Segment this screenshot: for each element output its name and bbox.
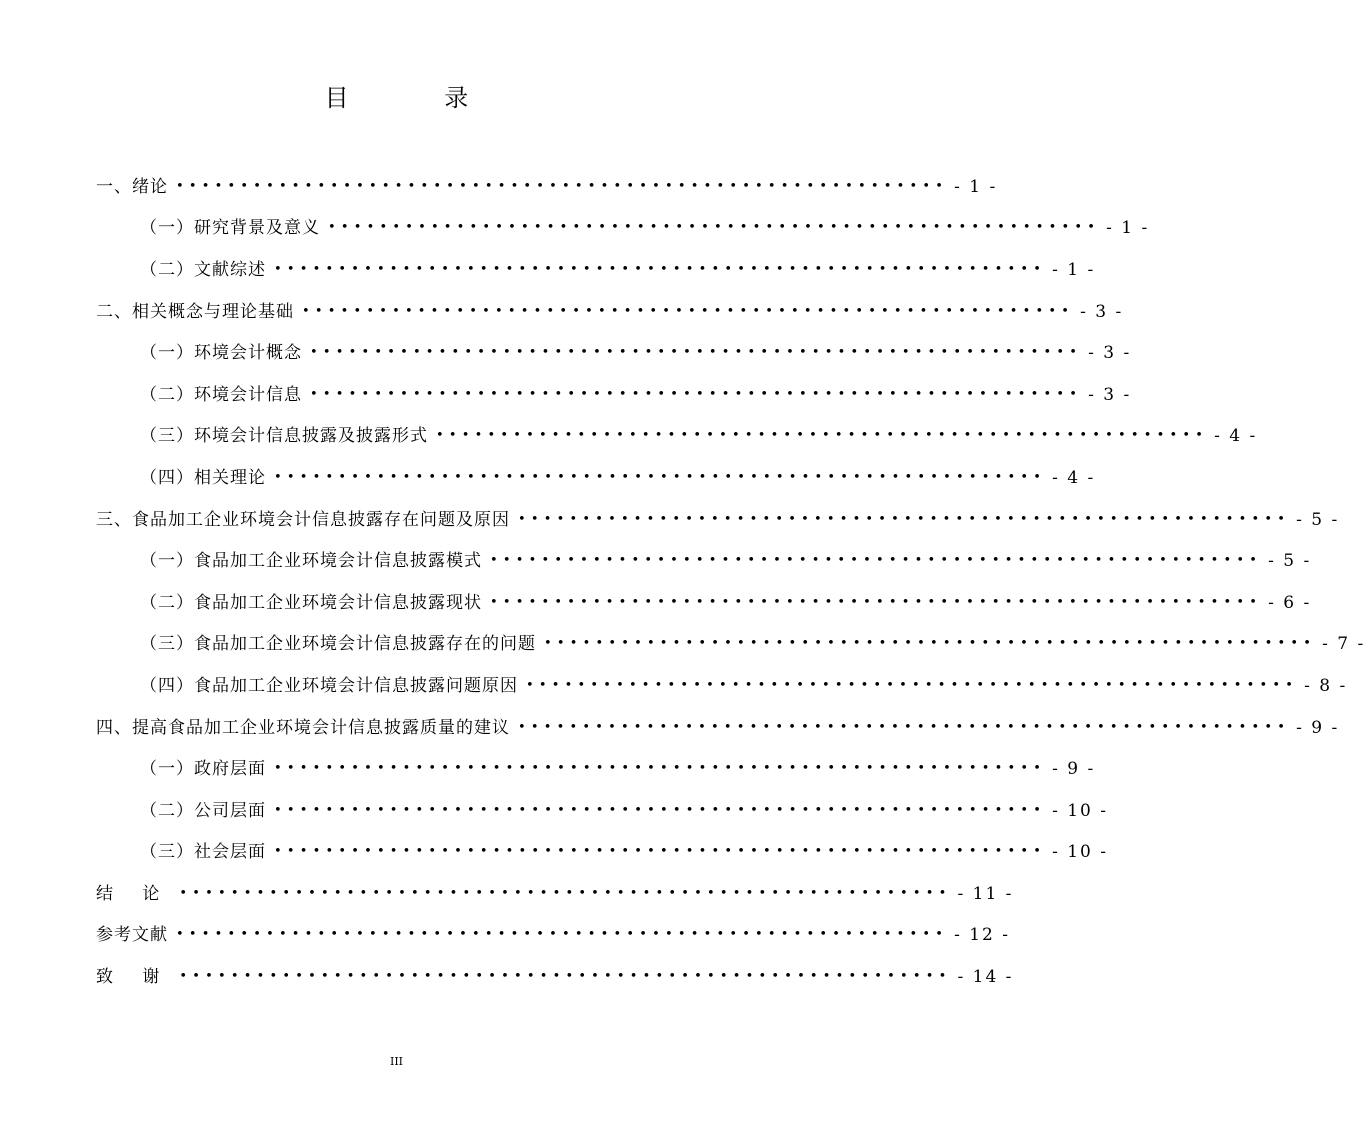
toc-entry[interactable]	[96, 790, 1109, 832]
toc-leader-dots: ••••••••••••••••••••••••••••••••••••••••••••••••••••••••••••	[274, 802, 1047, 818]
toc-entry-label: 结 论	[96, 883, 172, 904]
toc-entry-label: 四、提高食品加工企业环境会计信息披露质量的建议	[96, 717, 510, 738]
toc-leader-dots: ••••••••••••••••••••••••••••••••••••••••••••••••••••••••••••	[436, 428, 1209, 444]
toc-entry-label: 三、食品加工企业环境会计信息披露存在问题及原因	[96, 509, 510, 530]
toc-page-number: - 1 -	[954, 176, 998, 197]
toc-leader-dots: ••••••••••••••••••••••••••••••••••••••••••••••••••••••••••••	[328, 220, 1101, 236]
toc-page-number: - 11 -	[957, 883, 1014, 904]
toc-entry-label: （一）研究背景及意义	[140, 218, 320, 239]
toc-page-number: - 3 -	[1088, 343, 1132, 364]
footer-page-number: III	[389, 1055, 404, 1068]
toc-entry-label: 致 谢	[96, 967, 172, 988]
table-of-contents	[96, 166, 1365, 998]
toc-page-number: - 10 -	[1052, 842, 1109, 863]
toc-entry[interactable]	[96, 915, 1011, 957]
toc-entry[interactable]	[96, 873, 1014, 915]
toc-leader-dots: ••••••••••••••••••••••••••••••••••••••••••••••••••••••••••••	[310, 345, 1083, 361]
toc-page-number: - 4 -	[1214, 426, 1258, 447]
toc-entry-label: （一）食品加工企业环境会计信息披露模式	[140, 551, 482, 572]
toc-leader-dots: ••••••••••••••••••••••••••••••••••••••••••••••••••••••••••••	[490, 553, 1263, 569]
toc-entry[interactable]	[96, 832, 1109, 874]
toc-page-number: - 10 -	[1052, 800, 1109, 821]
toc-entry[interactable]	[96, 499, 1340, 541]
toc-page-number: - 5 -	[1268, 551, 1312, 572]
toc-page-number: - 14 -	[957, 967, 1014, 988]
toc-leader-dots: ••••••••••••••••••••••••••••••••••••••••••••••••••••••••••••	[274, 761, 1047, 777]
toc-page-number: - 4 -	[1052, 467, 1096, 488]
toc-page-number: - 12 -	[954, 925, 1011, 946]
toc-leader-dots: ••••••••••••••••••••••••••••••••••••••••••••••••••••••••••••	[518, 511, 1291, 527]
toc-entry[interactable]	[96, 332, 1132, 374]
toc-entry-label: （二）食品加工企业环境会计信息披露现状	[140, 592, 482, 613]
toc-leader-dots: ••••••••••••••••••••••••••••••••••••••••••••••••••••••••••••	[274, 261, 1047, 277]
toc-leader-dots: ••••••••••••••••••••••••••••••••••••••••••••••••••••••••••••	[176, 178, 949, 194]
toc-page-number: - 6 -	[1268, 592, 1312, 613]
toc-leader-dots: ••••••••••••••••••••••••••••••••••••••••••••••••••••••••••••	[526, 677, 1299, 693]
toc-entry[interactable]	[96, 457, 1096, 499]
toc-entry[interactable]	[96, 956, 1014, 998]
toc-page-number: - 3 -	[1080, 301, 1124, 322]
toc-page-number: - 9 -	[1296, 717, 1340, 738]
toc-entry-label: （一）环境会计概念	[140, 343, 302, 364]
toc-entry-label: （二）环境会计信息	[140, 384, 302, 405]
toc-entry[interactable]	[96, 624, 1365, 666]
toc-leader-dots: ••••••••••••••••••••••••••••••••••••••••••••••••••••••••••••	[310, 386, 1083, 402]
toc-entry[interactable]	[96, 665, 1348, 707]
toc-page-number: - 5 -	[1296, 509, 1340, 530]
toc-entry[interactable]	[96, 540, 1312, 582]
toc-leader-dots: ••••••••••••••••••••••••••••••••••••••••••••••••••••••••••••	[490, 594, 1263, 610]
toc-entry[interactable]	[96, 166, 998, 208]
toc-entry[interactable]	[96, 374, 1132, 416]
toc-leader-dots: ••••••••••••••••••••••••••••••••••••••••••••••••••••••••••••	[274, 844, 1047, 860]
toc-entry[interactable]	[96, 249, 1096, 291]
toc-entry[interactable]	[96, 707, 1340, 749]
toc-leader-dots: ••••••••••••••••••••••••••••••••••••••••••••••••••••••••••••	[518, 719, 1291, 735]
toc-entry-label: （四）食品加工企业环境会计信息披露问题原因	[140, 675, 518, 696]
toc-leader-dots: ••••••••••••••••••••••••••••••••••••••••••••••••••••••••••••	[179, 885, 952, 901]
page-title: 目 录	[324, 84, 513, 112]
toc-leader-dots: ••••••••••••••••••••••••••••••••••••••••••••••••••••••••••••	[176, 927, 949, 943]
toc-entry[interactable]	[96, 291, 1124, 333]
toc-entry-label: （二）公司层面	[140, 800, 266, 821]
toc-entry-label: （四）相关理论	[140, 467, 266, 488]
toc-page-number: - 3 -	[1088, 384, 1132, 405]
toc-entry[interactable]	[96, 582, 1312, 624]
toc-entry-label: 二、相关概念与理论基础	[96, 301, 294, 322]
toc-page-number: - 1 -	[1106, 218, 1150, 239]
toc-entry[interactable]	[96, 416, 1258, 458]
toc-leader-dots: ••••••••••••••••••••••••••••••••••••••••••••••••••••••••••••	[302, 303, 1075, 319]
toc-entry-label: （三）食品加工企业环境会计信息披露存在的问题	[140, 634, 536, 655]
toc-entry[interactable]	[96, 208, 1150, 250]
toc-leader-dots: ••••••••••••••••••••••••••••••••••••••••••••••••••••••••••••	[274, 469, 1047, 485]
toc-entry-label: 一、绪论	[96, 176, 168, 197]
toc-page-number: - 1 -	[1052, 259, 1096, 280]
toc-entry[interactable]	[96, 748, 1096, 790]
toc-page-number: - 7 -	[1322, 634, 1365, 655]
toc-entry-label: （三）环境会计信息披露及披露形式	[140, 426, 428, 447]
toc-entry-label: （一）政府层面	[140, 759, 266, 780]
toc-page-number: - 8 -	[1304, 675, 1348, 696]
toc-leader-dots: ••••••••••••••••••••••••••••••••••••••••••••••••••••••••••••	[179, 969, 952, 985]
toc-entry-label: （二）文献综述	[140, 259, 266, 280]
toc-leader-dots: ••••••••••••••••••••••••••••••••••••••••••••••••••••••••••••	[544, 636, 1317, 652]
toc-page-number: - 9 -	[1052, 759, 1096, 780]
toc-entry-label: （三）社会层面	[140, 842, 266, 863]
toc-entry-label: 参考文献	[96, 925, 168, 946]
